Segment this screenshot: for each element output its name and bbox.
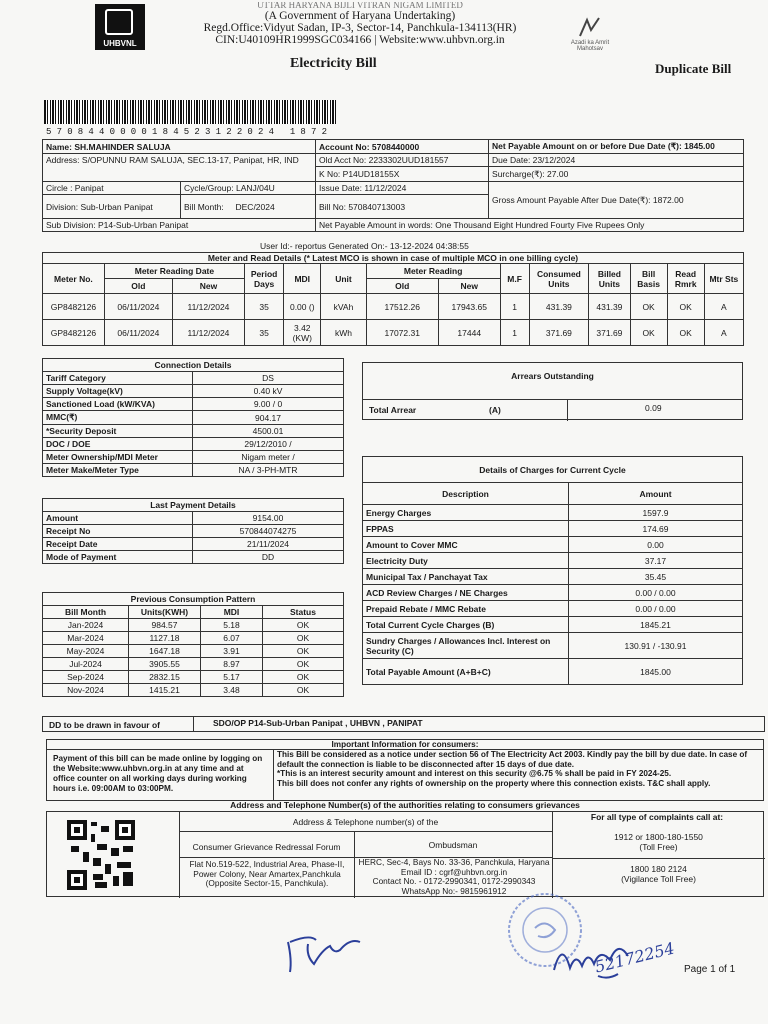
cell: Mode of Payment [43, 551, 193, 564]
tollfree-label: (Toll Free) [639, 842, 678, 852]
cell: DD [193, 551, 344, 564]
ombudsman-label: Ombudsman [354, 832, 552, 858]
bill-month-label: Bill Month: [184, 201, 224, 212]
cell: 9154.00 [193, 512, 344, 525]
cell: 984.57 [129, 619, 201, 632]
th-read-rmrk: Read Rmrk [667, 264, 704, 294]
cell: 431.39 [589, 294, 630, 320]
table-row [43, 320, 744, 346]
divider [193, 717, 194, 732]
cell: 371.69 [589, 320, 630, 346]
cell: Meter Ownership/MDI Meter [43, 451, 193, 464]
qr-code [67, 820, 135, 890]
logo-text: UHBVNL [103, 39, 137, 48]
table-row [43, 632, 344, 645]
cell: 1845.21 [569, 617, 743, 633]
th-units: Units(KWH) [129, 606, 201, 619]
last-payment-table [42, 498, 344, 564]
gross-amount: Gross Amount Payable After Due Date(₹): 1872.00 [489, 182, 744, 219]
account-no: Account No: 5708440000 [316, 140, 489, 154]
cell: Jul-2024 [43, 658, 129, 671]
tollfree [552, 832, 765, 852]
forum-label: Consumer Grievance Redressal Forum [179, 832, 354, 858]
cell: 6.07 [201, 632, 263, 645]
cell: Sanctioned Load (kW/KVA) [43, 398, 193, 411]
cell: 4500.01 [193, 425, 344, 438]
cell: Municipal Tax / Panchayat Tax [363, 569, 569, 585]
cell: 17943.65 [438, 294, 500, 320]
cell: Tariff Category [43, 372, 193, 385]
th-old-date: Old [104, 279, 172, 294]
sub-division: Sub Division: P14-Sub-Urban Panipat [43, 219, 316, 232]
azadi-logo-text: Azadi ka Amrit Mahotsav [570, 40, 610, 52]
table-row [43, 551, 344, 564]
connection-details-table [42, 358, 344, 477]
consumption-title: Previous Consumption Pattern [43, 593, 344, 606]
table-row [363, 505, 743, 521]
cell: 371.69 [529, 320, 589, 346]
table-row [43, 451, 344, 464]
cell: 8.97 [201, 658, 263, 671]
division: Division: Sub-Urban Panipat [43, 195, 181, 219]
charges-table [362, 456, 743, 685]
table-row [43, 294, 744, 320]
cell: 35 [245, 294, 284, 320]
cell: 570844074275 [193, 525, 344, 538]
cell: Amount to Cover MMC [363, 537, 569, 553]
table-row [43, 658, 344, 671]
meter-table [42, 263, 744, 346]
cell: 29/12/2010 / [193, 438, 344, 451]
th-new-date: New [172, 279, 244, 294]
table-row [43, 438, 344, 451]
cell: 06/11/2024 [104, 294, 172, 320]
cell: *Security Deposit [43, 425, 193, 438]
vigilance-number: 1800 180 2124 [630, 864, 687, 874]
cell: OK [630, 320, 667, 346]
table-row [43, 684, 344, 697]
last-payment-title: Last Payment Details [43, 499, 344, 512]
header-address [190, 2, 530, 46]
grievance-title: Address and Telephone Number(s) of the authorities relating to consumers grievances [230, 800, 580, 810]
cycle-group: Cycle/Group: LANJ/04U [181, 182, 316, 195]
header-line-3: CIN:U40109HR1999SGC034166 | Website:www.uhbvn.org.in [215, 34, 505, 46]
header-line-1: (A Government of Haryana Undertaking) [264, 10, 456, 22]
cell: DOC / DOE [43, 438, 193, 451]
table-row [363, 537, 743, 553]
cell: OK [263, 632, 344, 645]
cell: 0.00 () [284, 294, 321, 320]
omb-line-4: WhatsApp No:- 9815961912 [401, 885, 507, 896]
bill-no: Bill No: 570840713003 [316, 195, 489, 219]
th-bill-basis: Bill Basis [630, 264, 667, 294]
table-row [43, 525, 344, 538]
divider [273, 750, 274, 801]
table-row [363, 585, 743, 601]
table-row [363, 521, 743, 537]
due-date: Due Date: 23/12/2024 [489, 154, 744, 167]
divider [552, 858, 765, 859]
cell: 1 [500, 320, 529, 346]
table-row [363, 569, 743, 585]
cell: 5.18 [201, 619, 263, 632]
cell: 17444 [438, 320, 500, 346]
total-arrear-code: (A) [489, 405, 501, 415]
page-title: Electricity Bill [290, 56, 377, 71]
dd-label: DD to be drawn in favour of [49, 720, 160, 730]
th-status: Status [263, 606, 344, 619]
cell: 37.17 [569, 553, 743, 569]
cell: 1415.21 [129, 684, 201, 697]
cell: OK [263, 645, 344, 658]
meter-table-caption: Meter and Read Details (* Latest MCO is shown in case of multiple MCO in one billing cycle) [42, 252, 744, 263]
cell: OK [263, 684, 344, 697]
th-mtr-sts: Mtr Sts [704, 264, 743, 294]
cell: 11/12/2024 [172, 294, 244, 320]
th-mdi: MDI [284, 264, 321, 294]
cell: 11/12/2024 [172, 320, 244, 346]
table-row [43, 645, 344, 658]
th-new-reading: New [438, 279, 500, 294]
cell: 130.91 / -130.91 [569, 633, 743, 659]
cell: 21/11/2024 [193, 538, 344, 551]
cell: OK [667, 320, 704, 346]
omb-line-2: Email ID : cgrf@uhbvn.org.in [400, 866, 508, 877]
cell: Total Payable Amount (A+B+C) [363, 659, 569, 685]
cell: 1 [500, 294, 529, 320]
table-row [363, 601, 743, 617]
cell: MMC(₹) [43, 411, 193, 425]
cell: DS [193, 372, 344, 385]
cell: Receipt No [43, 525, 193, 538]
signature-1 [280, 920, 370, 980]
consumer-name: Name: SH.MAHINDER SALUJA [43, 140, 316, 154]
th-consumed: Consumed Units [529, 264, 589, 294]
table-row [363, 553, 743, 569]
cell: GP8482126 [43, 294, 105, 320]
th-bill-month: Bill Month [43, 606, 129, 619]
cell: 06/11/2024 [104, 320, 172, 346]
table-row [43, 619, 344, 632]
cell: 1127.18 [129, 632, 201, 645]
dd-row [42, 716, 765, 732]
duplicate-bill-label: Duplicate Bill [655, 61, 732, 76]
table-row [43, 464, 344, 477]
cell: OK [263, 658, 344, 671]
th-unit: Unit [321, 264, 366, 294]
barcode-number: 5708440000184523122024 1872 [46, 127, 333, 137]
connection-title: Connection Details [43, 359, 344, 372]
total-arrear-value: 0.09 [645, 403, 662, 413]
cell: 5.17 [201, 671, 263, 684]
divider [552, 812, 553, 898]
charges-title: Details of Charges for Current Cycle [363, 457, 743, 483]
divider [567, 400, 568, 421]
cell: A [704, 294, 743, 320]
barcode [44, 100, 336, 124]
azadi-logo [560, 16, 620, 62]
cell: Receipt Date [43, 538, 193, 551]
cell: 0.00 / 0.00 [569, 585, 743, 601]
cell: Electricity Duty [363, 553, 569, 569]
cell: kWh [321, 320, 366, 346]
user-generated-line: User Id:- reportus Generated On:- 13-12-2024 04:38:55 [260, 241, 469, 251]
arrears-box [362, 362, 743, 420]
cell: Nov-2024 [43, 684, 129, 697]
table-row [363, 617, 743, 633]
cell: 0.00 / 0.00 [569, 601, 743, 617]
cell: 17512.26 [366, 294, 438, 320]
vigilance [552, 864, 765, 884]
cell: Nigam meter / [193, 451, 344, 464]
cell: 1845.00 [569, 659, 743, 685]
cell: 174.69 [569, 521, 743, 537]
cell: NA / 3-PH-MTR [193, 464, 344, 477]
cell: FPPAS [363, 521, 569, 537]
cell: Sep-2024 [43, 671, 129, 684]
table-row [43, 385, 344, 398]
info-right-1: This Bill be considered as a notice under section 56 of The Electricity Act 2003. Kindly pay the bill by due date. In case of default the connection is liable to be disconnected after 15 days of due date. [277, 750, 748, 769]
bill-month-value: DEC/2024 [235, 201, 275, 212]
cell: 2832.15 [129, 671, 201, 684]
cell: 3.42 (KW) [284, 320, 321, 346]
cell: 3.91 [201, 645, 263, 658]
th-period: Period Days [245, 264, 284, 294]
handwritten-number: 52172254 [592, 938, 677, 977]
table-row [363, 659, 743, 685]
table-row [43, 372, 344, 385]
cell: OK [630, 294, 667, 320]
cell: Energy Charges [363, 505, 569, 521]
cell: Sundry Charges / Allowances Incl. Interest on Security (C) [363, 633, 569, 659]
cell: 1647.18 [129, 645, 201, 658]
vigilance-label: (Vigilance Toll Free) [621, 874, 696, 884]
cell: May-2024 [43, 645, 129, 658]
k-no: K No: P14UD18155X [316, 167, 489, 182]
bill-month [181, 195, 316, 219]
th-mdi: MDI [201, 606, 263, 619]
th-description: Description [363, 483, 569, 505]
th-mf: M.F [500, 264, 529, 294]
cell: 35 [245, 320, 284, 346]
important-info-box [46, 739, 764, 801]
qr-code-icon [67, 820, 135, 890]
th-reading-date: Meter Reading Date [104, 264, 244, 279]
th-billed: Billed Units [589, 264, 630, 294]
azadi-emblem-icon [575, 16, 605, 38]
cell: Total Current Cycle Charges (B) [363, 617, 569, 633]
amount-in-words: Net Payable Amount in words: One Thousand Eight Hundred Fourty Five Rupees Only [316, 219, 744, 232]
table-row [43, 671, 344, 684]
omb-line-3: Contact No. - 0172-2990341, 0172-2990343 [372, 876, 536, 886]
cell: kVAh [321, 294, 366, 320]
cell: Jan-2024 [43, 619, 129, 632]
cell: 0.40 kV [193, 385, 344, 398]
cell: Prepaid Rebate / MMC Rebate [363, 601, 569, 617]
table-row [43, 425, 344, 438]
cell: 431.39 [529, 294, 589, 320]
cell: ACD Review Charges / NE Charges [363, 585, 569, 601]
uhbvnl-logo [95, 4, 145, 50]
header-line-2: Regd.Office:Vidyut Sadan, IP-3, Sector-14, Panchkula-134113(HR) [203, 22, 517, 34]
arrears-title: Arrears Outstanding [511, 371, 594, 381]
info-right [277, 750, 761, 788]
total-arrear-label: Total Arrear [369, 405, 417, 415]
cell: OK [263, 619, 344, 632]
cell: 3905.55 [129, 658, 201, 671]
table-row [43, 398, 344, 411]
th-meter-no: Meter No. [43, 264, 105, 294]
cell: 904.17 [193, 411, 344, 425]
company-name: UTTAR HARYANA BIJLI VITRAN NIGAM LIMITED [257, 2, 463, 10]
net-payable: Net Payable Amount on or before Due Date (₹): 1845.00 [489, 140, 744, 154]
info-left: Payment of this bill can be made online by logging on the Website:www.uhbvn.org.in at any time and at office counter on all working days during working hours i.e. 09:00AM to 03:00PM. [53, 754, 263, 793]
page-number: Page 1 of 1 [684, 964, 736, 975]
addr-head: Address & Telephone number(s) of the [179, 812, 552, 832]
cell: Amount [43, 512, 193, 525]
cell: 3.48 [201, 684, 263, 697]
surcharge: Surcharge(₹): 27.00 [489, 167, 744, 182]
table-row [43, 538, 344, 551]
th-old-reading: Old [366, 279, 438, 294]
table-row [43, 411, 344, 425]
th-meter-reading: Meter Reading [366, 264, 500, 279]
grievance-box [46, 811, 764, 897]
cell: 0.00 [569, 537, 743, 553]
info-right-3: This bill does not confer any rights of ownership on the property where this connection exists. T&C shall apply. [277, 778, 711, 788]
cell: Meter Make/Meter Type [43, 464, 193, 477]
cell: A [704, 320, 743, 346]
arrears-row [363, 399, 742, 421]
cell: 17072.31 [366, 320, 438, 346]
cell: 9.00 / 0 [193, 398, 344, 411]
cell: 35.45 [569, 569, 743, 585]
cell: 1597.9 [569, 505, 743, 521]
cell: GP8482126 [43, 320, 105, 346]
consumption-table [42, 592, 344, 697]
issue-date: Issue Date: 11/12/2024 [316, 182, 489, 195]
old-acct-no: Old Acct No: 2233302UUD181557 [316, 154, 489, 167]
omb-line-1: HERC, Sec-4, Bays No. 33-36, Panchkula, Haryana [358, 858, 550, 867]
th-amount: Amount [569, 483, 743, 505]
cell: OK [667, 294, 704, 320]
cell: Supply Voltage(kV) [43, 385, 193, 398]
consumer-address: Address: S/OPUNNU RAM SALUJA, SEC.13-17, Panipat, HR, IND [43, 154, 316, 182]
tollfree-number: 1912 or 1800-180-1550 [614, 832, 703, 842]
table-row [363, 633, 743, 659]
complaints-head: For all type of complaints call at: [590, 812, 724, 822]
cell: Mar-2024 [43, 632, 129, 645]
dd-value: SDO/OP P14-Sub-Urban Panipat , UHBVN , PANIPAT [213, 718, 423, 728]
consumer-info-table [42, 139, 744, 232]
logo-emblem-icon [105, 9, 133, 35]
important-info-title: Important Information for consumers: [47, 740, 763, 750]
circle: Circle : Panipat [43, 182, 181, 195]
cell: OK [263, 671, 344, 684]
info-right-2: *This is an interest security amount and interest on this security @6.75 % shall be paid in FY 2024-25. [277, 769, 672, 778]
forum-address: Flat No.519-522, Industrial Area, Phase-II, Power Colony, Near Amartex,Panchkula (Opposite Sector-15, Panchkula). [189, 859, 345, 888]
table-row [43, 512, 344, 525]
